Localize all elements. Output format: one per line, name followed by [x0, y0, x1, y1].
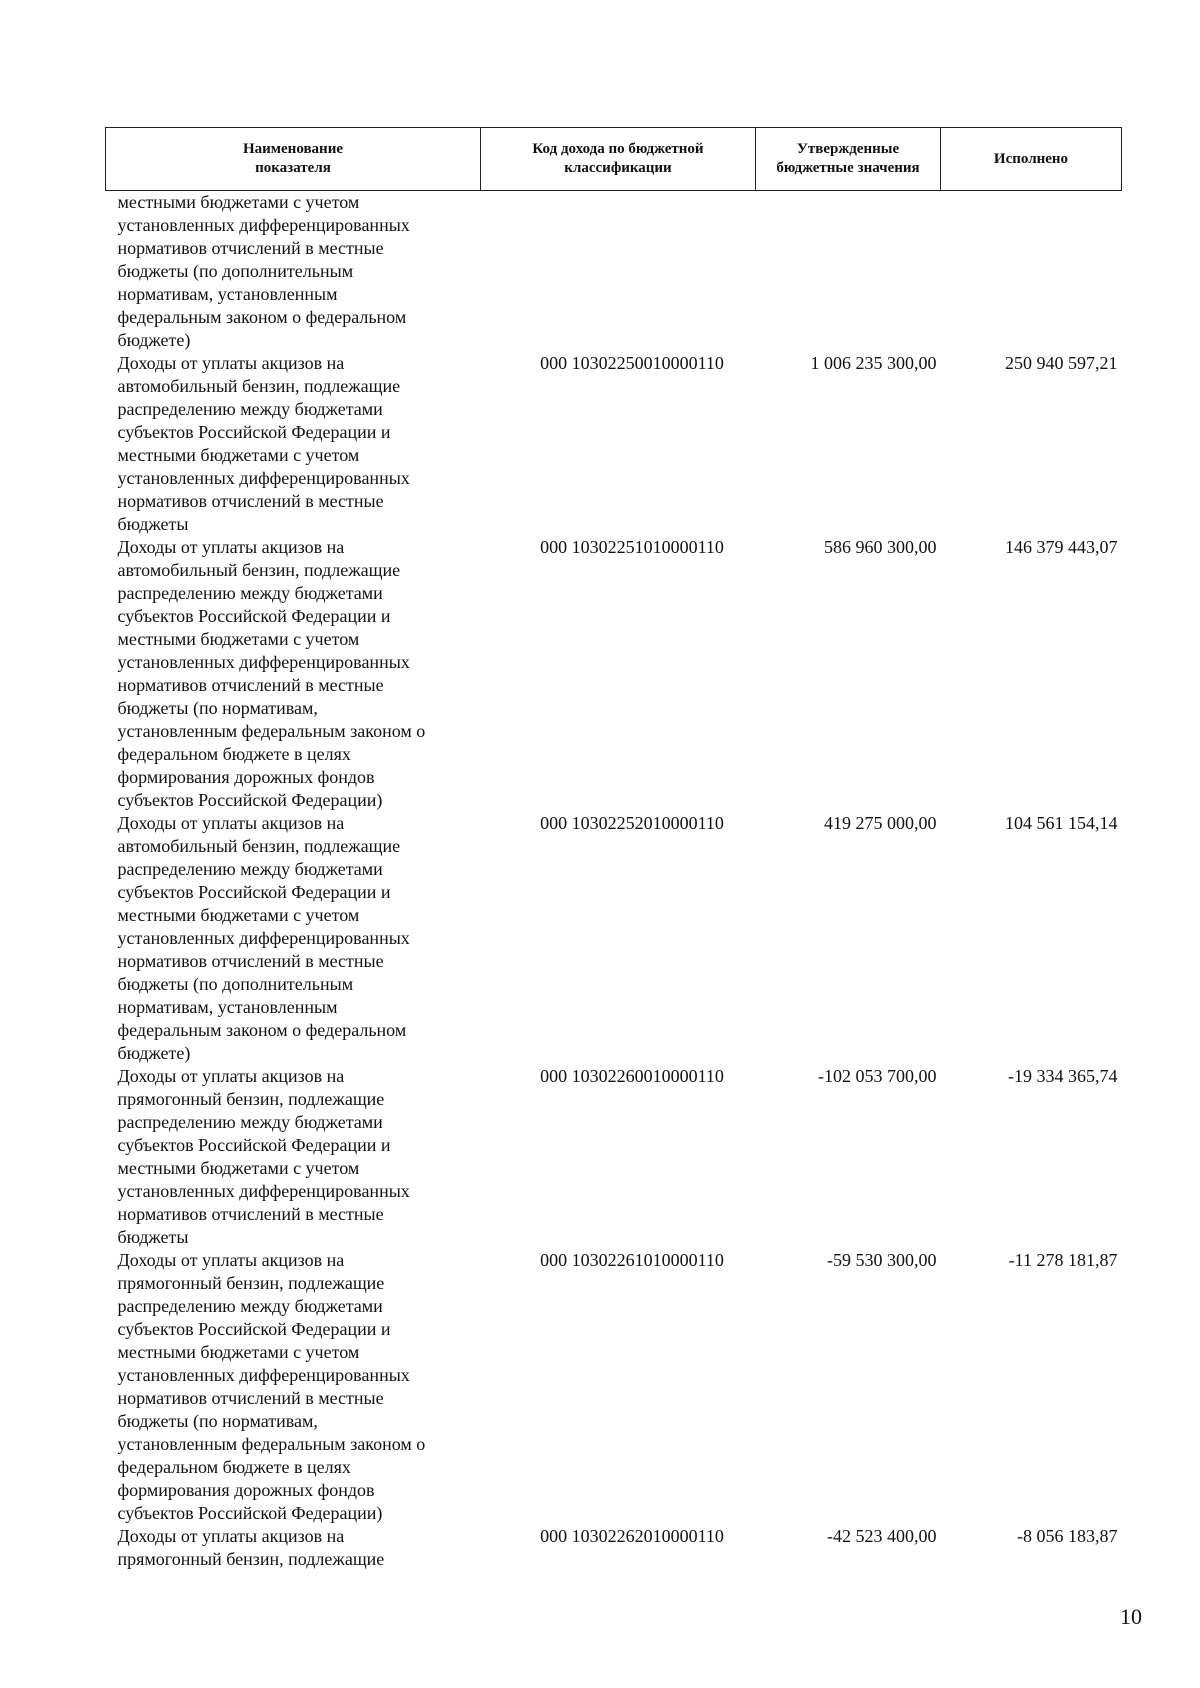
header-code: Код дохода по бюджетной классификации — [481, 128, 756, 191]
document-page — [105, 127, 1121, 1571]
row-done: -11 278 181,87 — [1008, 1250, 1118, 1270]
row-code: 000 10302252010000110 — [540, 813, 724, 833]
table-row — [106, 1525, 1122, 1571]
row-plan — [756, 191, 941, 353]
table-row — [106, 812, 1122, 1065]
row-name: местными бюджетами с учетом установленных дифференцированных нормативов отчислений в местные бюджеты (по дополнительным нормативам, установленным федеральным законом о федеральном бюджете) — [117, 192, 410, 350]
row-done: 250 940 597,21 — [1005, 353, 1118, 373]
row-code: 000 10302261010000110 — [540, 1250, 724, 1270]
row-plan: -42 523 400,00 — [827, 1526, 937, 1546]
table-row — [106, 1249, 1122, 1525]
row-plan: -102 053 700,00 — [818, 1066, 937, 1086]
page-number: 10 — [1120, 1604, 1142, 1629]
row-name: Доходы от уплаты акцизов на автомобильный бензин, подлежащие распределению между бюджетами субъектов Российской Федерации и местными бюджетами с учетом установленных дифференцированных нормативов отчислений в местные бюджеты — [117, 353, 410, 534]
row-code — [481, 191, 756, 353]
row-done: 104 561 154,14 — [1005, 813, 1118, 833]
row-done: -8 056 183,87 — [1017, 1526, 1118, 1546]
row-done: -19 334 365,74 — [1008, 1066, 1118, 1086]
row-code: 000 10302250010000110 — [540, 353, 724, 373]
row-name: Доходы от уплаты акцизов на автомобильный бензин, подлежащие распределению между бюджетами субъектов Российской Федерации и местными бюджетами с учетом установленных дифференцированных нормативов отчислений в местные бюджеты (по нормативам, установленным федеральным законом о федеральном бюджете в целях формирования дорожных фондов субъектов Российской Федерации) — [117, 537, 426, 810]
table-row — [106, 191, 1122, 353]
row-code: 000 10302260010000110 — [540, 1066, 724, 1086]
row-plan: -59 530 300,00 — [827, 1250, 937, 1270]
row-done — [941, 191, 1122, 353]
table-row — [106, 536, 1122, 812]
header-plan: Утвержденные бюджетные значения — [756, 128, 941, 191]
row-plan: 1 006 235 300,00 — [810, 353, 937, 373]
table-row — [106, 352, 1122, 536]
table-header-row — [106, 128, 1122, 191]
row-name: Доходы от уплаты акцизов на прямогонный бензин, подлежащие — [117, 1526, 385, 1569]
header-name: Наименование показателя — [106, 128, 481, 191]
row-code: 000 10302262010000110 — [540, 1526, 724, 1546]
header-done: Исполнено — [941, 128, 1122, 191]
row-done: 146 379 443,07 — [1005, 537, 1118, 557]
row-plan: 419 275 000,00 — [824, 813, 937, 833]
table-row — [106, 1065, 1122, 1249]
budget-table — [105, 127, 1122, 1571]
row-code: 000 10302251010000110 — [540, 537, 724, 557]
row-name: Доходы от уплаты акцизов на автомобильный бензин, подлежащие распределению между бюджетами субъектов Российской Федерации и местными бюджетами с учетом установленных дифференцированных нормативов отчислений в местные бюджеты (по дополнительным нормативам, установленным федеральным законом о федеральном бюджете) — [117, 813, 410, 1063]
row-name: Доходы от уплаты акцизов на прямогонный бензин, подлежащие распределению между бюджетами субъектов Российской Федерации и местными бюджетами с учетом установленных дифференцированных нормативов отчислений в местные бюджеты (по нормативам, установленным федеральным законом о федеральном бюджете в целях формирования дорожных фондов субъектов Российской Федерации) — [117, 1250, 426, 1523]
row-name: Доходы от уплаты акцизов на прямогонный бензин, подлежащие распределению между бюджетами субъектов Российской Федерации и местными бюджетами с учетом установленных дифференцированных нормативов отчислений в местные бюджеты — [117, 1066, 410, 1247]
row-plan: 586 960 300,00 — [824, 537, 937, 557]
